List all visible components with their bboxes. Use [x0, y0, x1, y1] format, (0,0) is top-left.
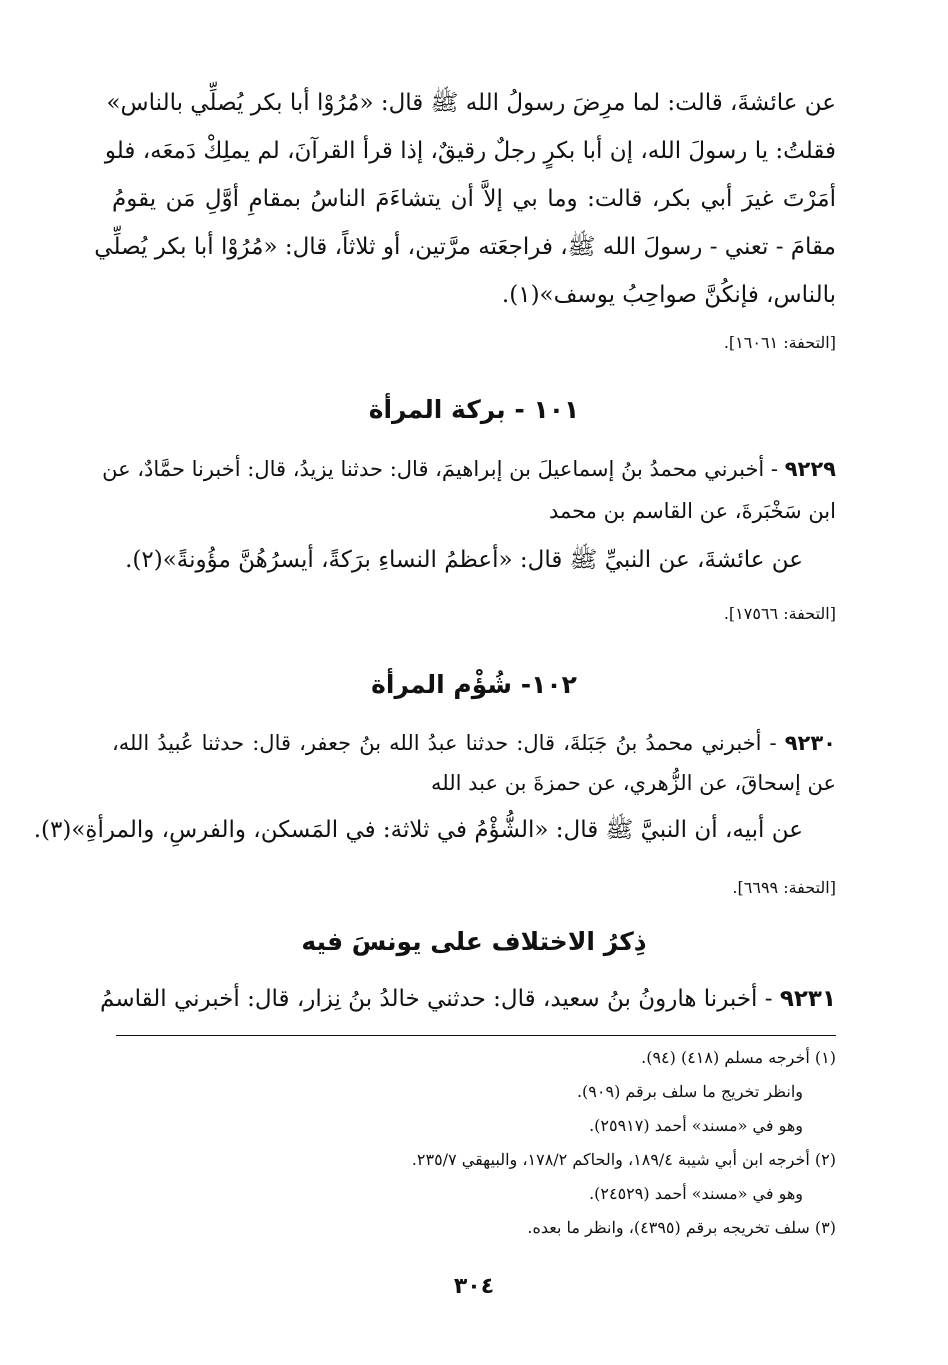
footnote: (٣) سلف تخريجه برقم (٤٣٩٥)، وانظر ما بعده.: [527, 1218, 836, 1237]
matn-line: عن أبيه، أن النبيَّ ﷺ قال: «الشُّؤْمُ في ثلاثة: في المَسكن، والفرسِ، والمرأةِ»(٣).: [33, 817, 803, 843]
page-number: ٣٠٤: [453, 1274, 495, 1299]
isnad-line: [102, 454, 836, 484]
footnote-separator: [116, 1035, 836, 1036]
text-line: عن عائشةَ، قالت: لما مرِضَ رسولُ الله ﷺ قال: «مُرُوْا أبا بكر يُصلِّي بالناس»: [106, 90, 836, 116]
isnad-text: - أخبرني محمدُ بنُ جَبَلةَ، قال: حدثنا عبدُ الله بنُ جعفر، قال: حدثنا عُبيدُ الله،: [112, 731, 777, 755]
hadith-number: ٩٢٣٠: [784, 731, 836, 755]
section-heading: ذِكرُ الاختلاف على يونسَ فيه: [301, 927, 647, 956]
isnad-line: عن إسحاقَ، عن الزُّهري، عن حمزةَ بن عبد الله: [431, 771, 836, 795]
isnad-text: - أخبرني محمدُ بنُ إسماعيلَ بن إبراهيمَ، قال: حدثنا يزيدُ، قال: أخبرنا حمَّادٌ، عن: [102, 457, 779, 481]
text-line: مقامَ - تعني - رسولَ الله ﷺ، فراجعَته مرَّتين، أو ثلاثاً، قال: «مُرُوْا أبا بكر يُصلِّي: [94, 234, 836, 260]
footnote: وانظر تخريج ما سلف برقم (٩٠٩).: [576, 1082, 803, 1101]
section-heading: ١٠٢- شُؤْم المرأة: [371, 670, 577, 699]
tuhfa-reference: [التحفة: ١٧٥٦٦].: [723, 604, 836, 623]
section-heading: ١٠١ - بركة المرأة: [368, 395, 580, 424]
text-line: بالناس، فإنكُنَّ صواحِبُ يوسف»(١).: [501, 282, 836, 308]
text-line: فقلتُ: يا رسولَ الله، إن أبا بكرٍ رجلٌ رقيقٌ، إذا قرأ القرآنَ، لم يملِكْ دَمعَه، فلو: [104, 138, 836, 164]
isnad-text: - أخبرنا هارونُ بنُ سعيد، قال: حدثني خالدُ بنُ نِزار، قال: أخبرني القاسمُ: [100, 986, 773, 1012]
matn-line: عن عائشةَ، عن النبيِّ ﷺ قال: «أعظمُ النساءِ برَكةً، أيسرُهُنَّ مؤُونةً»(٢).: [125, 547, 803, 573]
isnad-line: [112, 728, 836, 758]
hadith-number: ٩٢٣١: [779, 986, 836, 1012]
hadith-number: ٩٢٢٩: [784, 457, 836, 481]
footnote: (١) أخرجه مسلم (٤١٨) (٩٤).: [641, 1048, 836, 1067]
tuhfa-reference: [التحفة: ١٦٠٦١].: [723, 333, 836, 352]
tuhfa-reference: [التحفة: ٦٦٩٩].: [732, 878, 836, 897]
isnad-line: [100, 984, 836, 1014]
text-line: أمَرْتَ غيرَ أبي بكر، قالت: وما بي إلاَّ أن يتشاءَمَ الناسُ بمقامِ أوَّلِ مَن يقومُ: [112, 186, 836, 212]
isnad-line: ابن سَخْبَرةَ، عن القاسم بن محمد: [548, 499, 836, 523]
footnote: وهو في «مسند» أحمد (٢٥٩١٧).: [589, 1116, 803, 1135]
footnote: (٢) أخرجه ابن أبي شيبة ١٨٩/٤، والحاكم ١٧٨/٢، والبيهقي ٢٣٥/٧.: [411, 1150, 836, 1169]
footnote: وهو في «مسند» أحمد (٢٤٥٢٩).: [589, 1184, 803, 1203]
